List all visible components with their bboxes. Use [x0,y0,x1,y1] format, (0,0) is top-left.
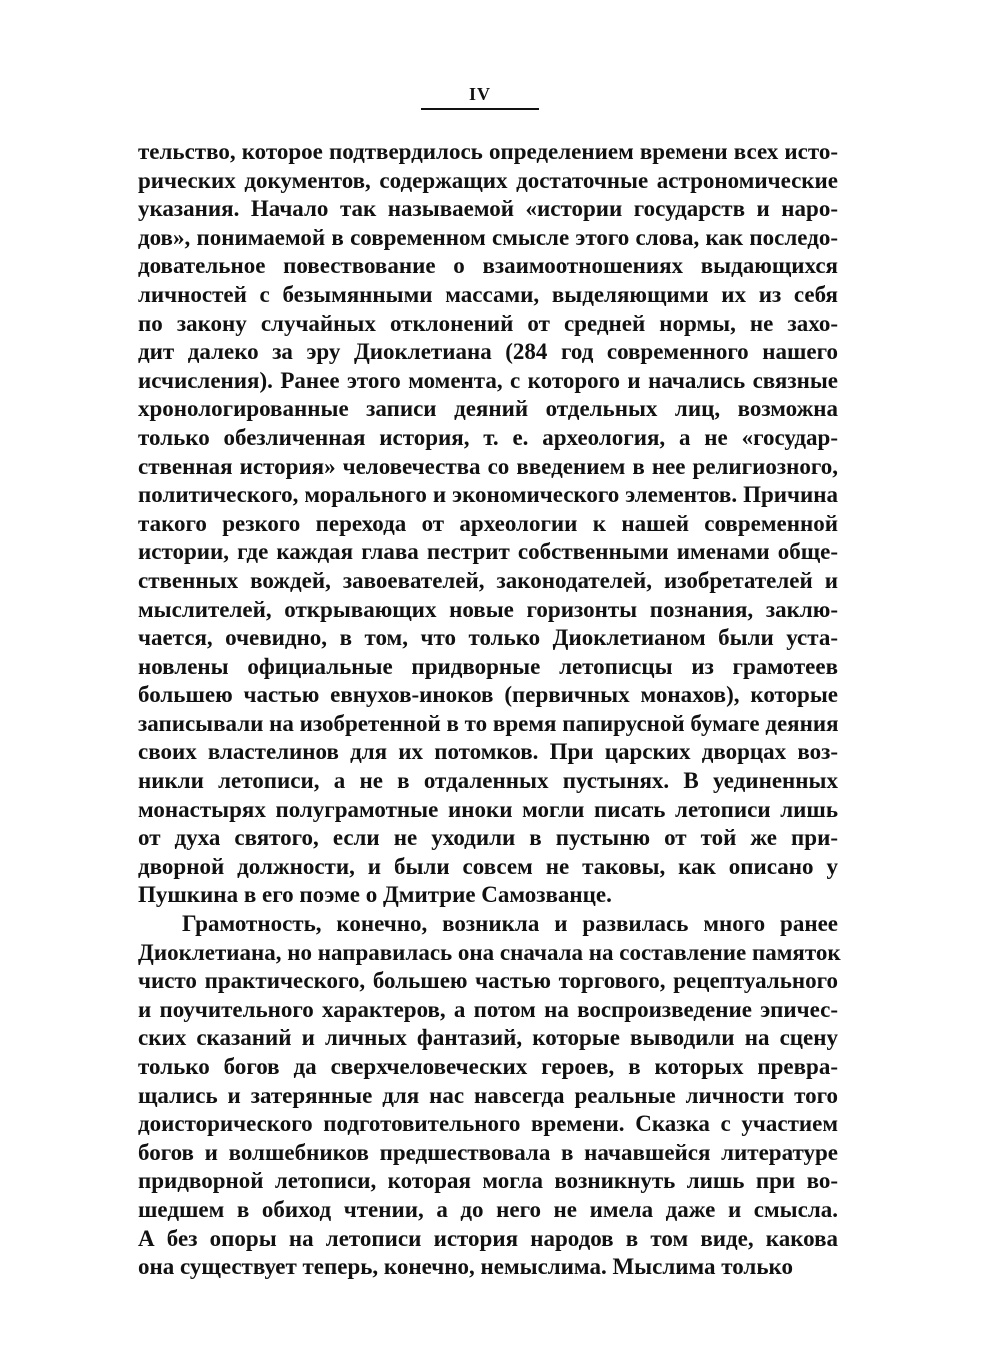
text-line: дворной должности, и были совсем не таковы, как описано у [138,853,838,879]
text-line: дит далеко за эру Диоклетиана (284 год современного нашего [138,339,838,365]
page-header [420,84,540,110]
text-line: мыслителей, открывающих новые горизонты познания, заклю- [138,596,838,622]
text-line: шедшем в обиход чтении, а до него не имела даже и смысла. [138,1196,838,1222]
paragraph [138,910,841,1282]
body-text [138,138,841,1282]
text-line: новлены официальные придворные летописцы из грамотеев [138,653,838,679]
text-line: никли летописи, а не в отдаленных пустынях. В уединенных [138,768,838,794]
text-line: Диоклетиана, но направилась она сначала на составление памяток [138,939,841,965]
page-number: IV [468,84,491,104]
text-line: чисто практического, большею частью торгового, рецептуального [138,968,838,994]
text-line: записывали на изобретенной в то время папирусной бумаге деяния [138,710,839,736]
text-line: дов», понимаемой в современном смысле этого слова, как последо- [138,224,838,250]
text-line: личностей с безымянными массами, выделяющими их из себя [138,281,838,307]
text-line: рических документов, содержащих достаточные астрономические [138,167,838,193]
text-line: по закону случайных отклонений от средней нормы, не захо- [138,310,838,336]
text-line: Грамотность, конечно, возникла и развилась много ранее [182,911,838,937]
text-line: чается, очевидно, в том, что только Диоклетианом были уста- [138,625,838,651]
text-line: хронологированные записи деяний отдельных лиц, возможна [138,396,838,422]
text-line: только богов да сверхчеловеческих героев, в которых превра- [138,1054,838,1079]
text-line: А без опоры на летописи история народов в том виде, какова [138,1225,838,1251]
text-line: исчисления). Ранее этого момента, с которого и начались связные [138,367,838,393]
text-line: она существует теперь, конечно, немыслима. Мыслима только [138,1254,793,1280]
text-line: богов и волшебников предшествовала в начавшейся литературе [138,1139,838,1165]
text-line: только обезличенная история, т. е. археология, а не «государ- [138,424,838,450]
header-rule [421,108,539,110]
text-line: и поучительного характеров, а потом на воспроизведение эпичес- [138,996,838,1022]
text-line: ственная история» человечества со введением в нее религиозного, [138,453,838,479]
text-line: довательное повествование о взаимоотношениях выдающихся [138,253,838,279]
text-line: ственных вождей, завоевателей, законодателей, изобретателей и [138,567,838,593]
text-line: своих властелинов для их потомков. При царских дворцах воз- [138,739,838,765]
text-line: от духа святого, если не уходили в пустыню от той же при- [138,825,838,851]
paragraph [138,138,838,910]
text-line: истории, где каждая глава пестрит собственными именами обще- [138,539,838,565]
text-line: ских сказаний и личных фантазий, которые выводили на сцену [138,1025,838,1051]
text-line: монастырях полуграмотные иноки могли писать летописи лишь [138,796,838,822]
text-line: указания. Начало так называемой «истории государств и наро- [138,196,838,222]
text-line: придворной летописи, которая могла возникнуть лишь при во- [138,1168,838,1194]
text-line: такого резкого перехода от археологии к нашей современной [138,510,838,536]
text-line: доисторического подготовительного времени. Сказка с участием [138,1111,838,1137]
text-line: щались и затерянные для нас навсегда реальные личности того [138,1082,838,1108]
text-line: Пушкина в его поэме о Дмитрие Самозванце. [138,882,612,908]
text-line: большею частью евнухов-иноков (первичных монахов), которые [138,682,838,708]
text-line: тельство, которое подтвердилось определением времени всех исто- [138,139,838,164]
text-line: политического, морального и экономического элементов. Причина [138,482,838,508]
